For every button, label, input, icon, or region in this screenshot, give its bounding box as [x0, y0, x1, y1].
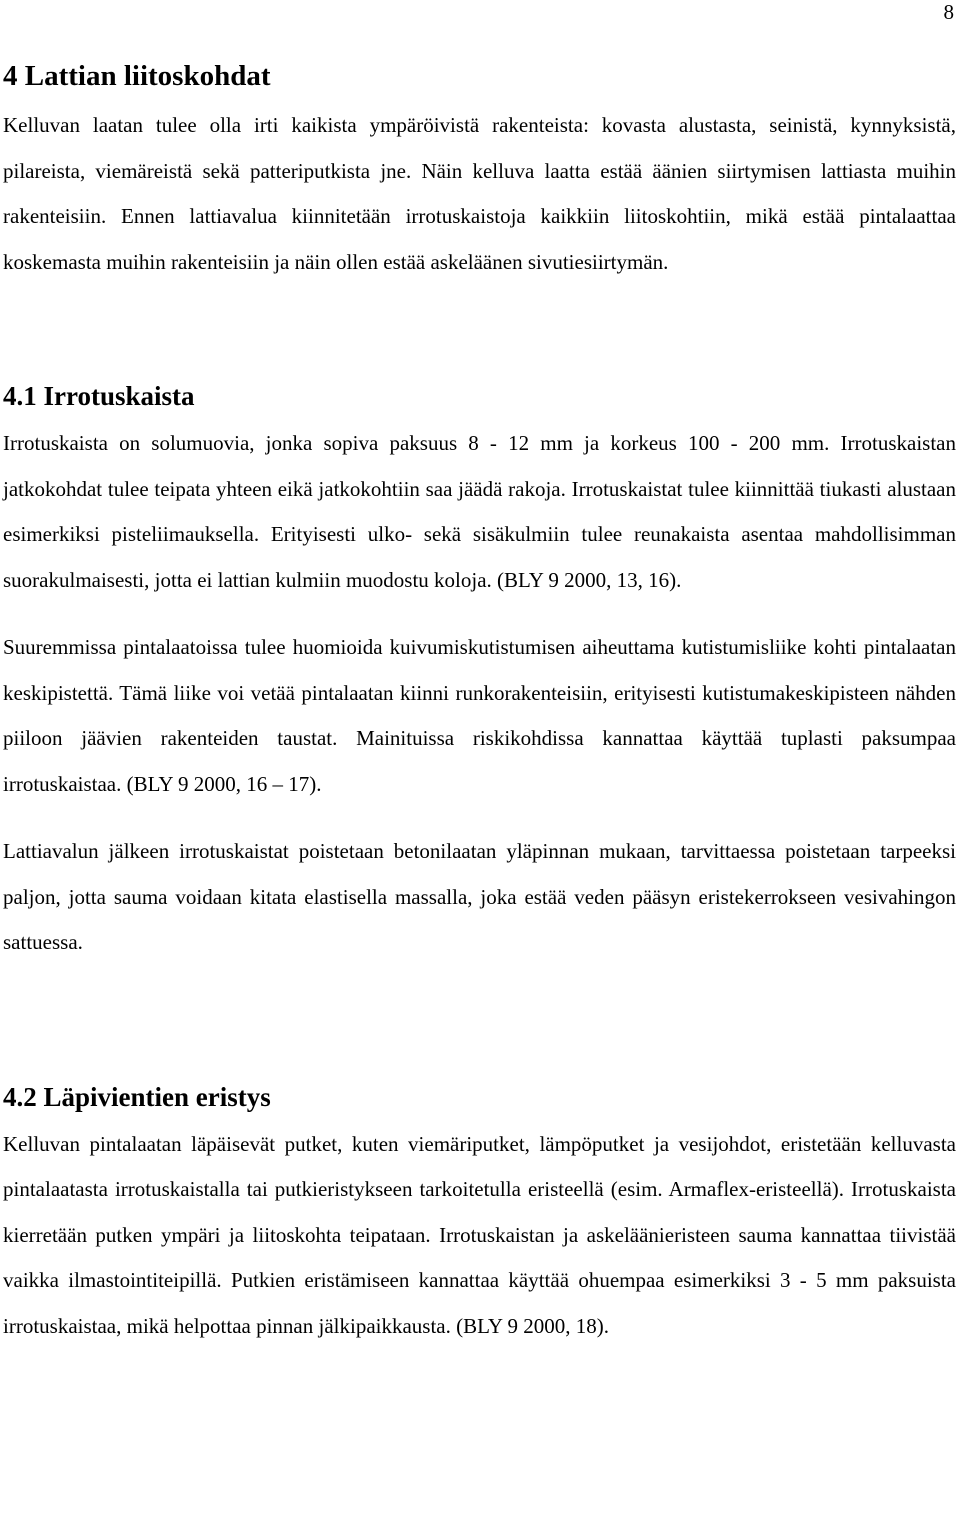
- section-heading-4: 4 Lattian liitoskohdat: [3, 60, 271, 92]
- section-heading-4-2: 4.2 Läpivientien eristys: [3, 1081, 271, 1112]
- paragraph: Irrotuskaista on solumuovia, jonka sopiva paksuus 8 - 12 mm ja korkeus 100 - 200 mm. Irrotuskaistan jatkokohdat tulee teipata yhteen eikä jatkokohtiin saa jäädä rakoja. Irrotuskaistat tulee kiinnittää tiukasti alustaan esimerkiksi pisteliimauksella. Erityisesti ulko- sekä sisäkulmiin tulee reunakaista asentaa mahdollisimman suorakulmaisesti, jotta ei lattian kulmiin muodostu koloja. (BLY 9 2000, 13, 16).: [3, 431, 956, 592]
- spacer: [3, 807, 956, 829]
- paragraph: Suuremmissa pintalaatoissa tulee huomioida kuivumiskutistumisen aiheuttama kutistumisliike kohti pintalaatan keskipistettä. Tämä liike voi vetää pintalaatan kiinni runkorakenteisiin, erityisesti kutistumakeskipisteen nähden piiloon jäävien rakenteiden taustat. Mainituissa riskikohdissa kannattaa käyttää tuplasti paksumpaa irrotuskaistaa. (BLY 9 2000, 16 – 17).: [3, 635, 956, 796]
- paragraph: Kelluvan pintalaatan läpäisevät putket, kuten viemäriputket, lämpöputket ja vesijohdot, eristetään kelluvasta pintalaatasta irrotuskaistalla tai putkieristykseen tarkoitetulla eristeellä (esim. Armaflex-eristeellä). Irrotuskaista kierretään putken ympäri ja liitoskohta teipataan. Irrotuskaistan ja askeläänieristeen sauma kannattaa tiivistää vaikka ilmastointiteipillä. Putkien eristämiseen kannattaa käyttää ohuempaa esimerkiksi 3 - 5 mm paksuista irrotuskaistaa, mikä helpottaa pinnan jälkipaikkausta. (BLY 9 2000, 18).: [3, 1131, 956, 1338]
- section-heading-4-1: 4.1 Irrotuskaista: [3, 381, 195, 411]
- page-number: 8: [943, 0, 954, 24]
- spacer: [3, 285, 956, 377]
- paragraph: Kelluvan laatan tulee olla irti kaikista ympäröivistä rakenteista: kovasta alustasta, seinistä, kynnyksistä, pilareista, viemäreistä sekä patteriputkista jne. Näin kelluva laatta estää äänien siirtymisen lattiasta muihin rakenteisiin. Ennen lattiavalua kiinnitetään irrotuskaistoja kaikkiin liitoskohtiin, mikä estää pintalaattaa koskemasta muihin rakenteisiin ja näin ollen estää askeläänen sivutiesiirtymän.: [3, 113, 956, 274]
- document-body: [3, 56, 956, 1349]
- spacer: [3, 966, 956, 1078]
- paragraph: Lattiavalun jälkeen irrotuskaistat poistetaan betonilaatan yläpinnan mukaan, tarvittaessa poistetaan tarpeeksi paljon, jotta sauma voidaan kitata elastisella massalla, joka estää veden pääsyn eristekerrokseen vesivahingon sattuessa.: [3, 839, 956, 954]
- spacer: [3, 603, 956, 625]
